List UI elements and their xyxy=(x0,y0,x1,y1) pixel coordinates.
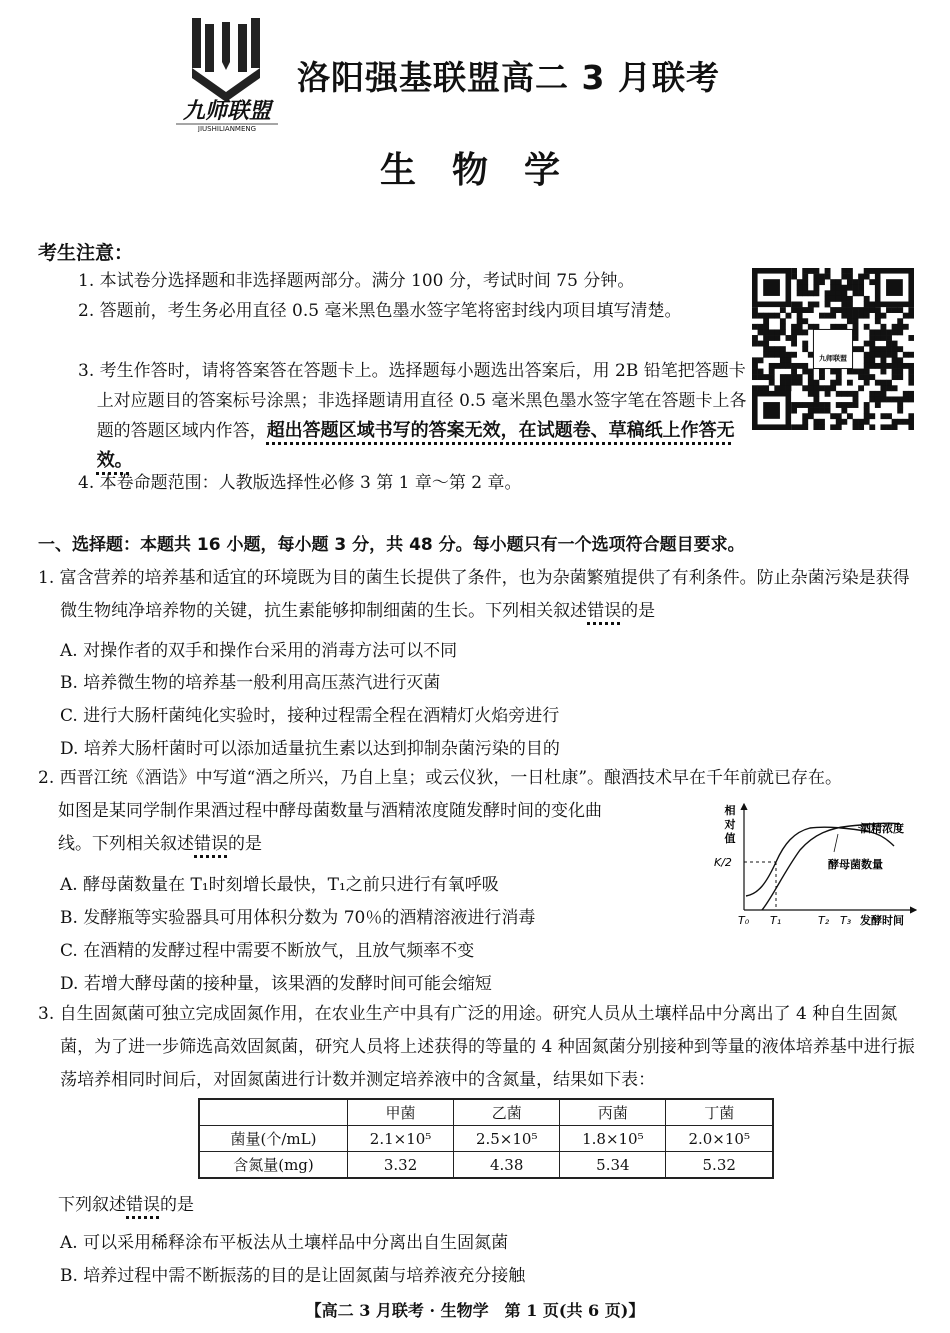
question-1-stem-text: 1. 富含营养的培养基和适宜的环境既为目的菌生长提供了条件，也为杂菌繁殖提供了有利条件。防止杂菌污染是获得微生物纯净培养物的关键，抗生素能够抑制细菌的生长。下列相关叙述 xyxy=(38,568,910,621)
chart-xlabel: 发酵时间 xyxy=(860,914,904,927)
table-header-cell xyxy=(199,1099,347,1126)
page-footer: 【高二 3 月联考 · 生物学 第 1 页(共 6 页)】 xyxy=(305,1301,645,1320)
table-row xyxy=(199,1152,773,1179)
table-cell: 2.0×10⁵ xyxy=(666,1126,773,1152)
chart-y-tick-k2: K/2 xyxy=(714,856,732,869)
table-header-cell: 丁菌 xyxy=(666,1099,773,1126)
exam-title: 洛阳强基联盟高二 3 月联考 xyxy=(297,58,720,97)
fermentation-chart xyxy=(710,798,920,930)
table-header-cell: 乙菌 xyxy=(454,1099,560,1126)
chart-ylabel-2: 对 xyxy=(724,818,736,831)
table-cell: 4.38 xyxy=(454,1152,560,1179)
table-cell: 2.5×10⁵ xyxy=(454,1126,560,1152)
notice-heading: 考生注意： xyxy=(38,242,134,264)
table-cell: 2.1×10⁵ xyxy=(347,1126,453,1152)
question-2-stem-end: 的是 xyxy=(228,834,262,854)
jiushi-logo xyxy=(170,14,284,132)
logo-text: 九师联盟 xyxy=(182,99,272,124)
question-1-stem-mark: 错误 xyxy=(587,601,622,621)
table-cell: 菌量(个/mL) xyxy=(199,1126,347,1152)
q2-option-d[interactable]: D. 若增大酵母菌的接种量，该果酒的发酵时间可能会缩短 xyxy=(60,974,492,994)
table-row xyxy=(199,1126,773,1152)
notice-item-1: 1. 本试卷分选择题和非选择题两部分。满分 100 分，考试时间 75 分钟。 xyxy=(78,271,635,291)
qr-code[interactable] xyxy=(752,268,914,430)
question-3-prompt xyxy=(58,1190,194,1215)
notice-item-3-emphasis: 超出答题区域书写的答案无效，在试题卷、草稿纸上作答无效。 xyxy=(96,420,735,471)
chart-ylabel-3: 值 xyxy=(724,832,736,845)
q2-option-b[interactable]: B. 发酵瓶等实验器具可用体积分数为 70％的酒精溶液进行消毒 xyxy=(60,908,536,928)
section-heading: 一、选择题：本题共 16 小题，每小题 3 分，共 48 分。每小题只有一个选项符合题目要求。 xyxy=(38,535,745,555)
notice-item-2: 2. 答题前，考生务必用直径 0.5 毫米黑色墨水签字笔将密封线内项目填写清楚。 xyxy=(78,301,682,321)
chart-x-tick-t2: T₂ xyxy=(818,914,830,927)
q1-option-d[interactable]: D. 培养大肠杆菌时可以添加适量抗生素以达到抑制杂菌污染的目的 xyxy=(60,739,560,759)
question-2-stem-mark: 错误 xyxy=(194,834,228,854)
q3-option-b[interactable]: B. 培养过程中需不断振荡的目的是让固氮菌与培养液充分接触 xyxy=(60,1266,526,1286)
subject-title: 生物学 xyxy=(380,150,597,191)
question-1-stem xyxy=(38,562,916,628)
table-cell: 5.34 xyxy=(560,1152,666,1179)
chart-x-tick-t0: T₀ xyxy=(738,914,750,927)
question-3-prompt-end: 的是 xyxy=(160,1195,194,1215)
table-header-row xyxy=(199,1099,773,1126)
table-header-cell: 甲菌 xyxy=(347,1099,453,1126)
notice-item-4: 4. 本卷命题范围：人教版选择性必修 3 第 1 章～第 2 章。 xyxy=(78,473,522,493)
question-3-stem: 3. 自生固氮菌可独立完成固氮作用，在农业生产中具有广泛的用途。研究人员从土壤样品中分离出了 4 种自生固氮菌，为了进一步筛选高效固氮菌，研究人员将上述获得的等量的 4 种固氮菌分别接种到等量的液体培养基中进行振荡培养相同时间后，对固氮菌进行计数并测定培养液中的含氮量，结果如下表： xyxy=(38,1004,915,1090)
question-3-prompt-mark: 错误 xyxy=(126,1195,160,1215)
logo-subtext: JIUSHILIANMENG xyxy=(197,125,257,132)
q1-option-c[interactable]: C. 进行大肠杆菌纯化实验时，接种过程需全程在酒精灯火焰旁进行 xyxy=(60,706,560,726)
chart-x-tick-t1: T₁ xyxy=(770,914,782,927)
question-2-line-1: 2. 西晋江统《酒诰》中写道“酒之所兴，乃自上皇；或云仪狄，一日杜康”。酿酒技术早在千年前就已存在。 xyxy=(38,768,843,788)
question-2-stem-text: 线。下列相关叙述 xyxy=(58,834,194,854)
table-cell: 3.32 xyxy=(347,1152,453,1179)
question-2-line-3 xyxy=(58,828,698,861)
question-1 xyxy=(38,562,916,628)
question-3-prompt-text: 下列叙述 xyxy=(58,1195,126,1215)
chart-x-tick-t3: T₃ xyxy=(840,914,852,927)
table-cell: 1.8×10⁵ xyxy=(560,1126,666,1152)
q3-option-a[interactable]: A. 可以采用稀释涂布平板法从土壤样品中分离出自生固氮菌 xyxy=(60,1233,509,1253)
question-2-line-2: 如图是某同学制作果酒过程中酵母菌数量与酒精浓度随发酵时间的变化曲 xyxy=(58,801,602,821)
q2-option-a[interactable]: A. 酵母菌数量在 T₁时刻增长最快，T₁之前只进行有氧呼吸 xyxy=(60,875,499,895)
q2-option-c[interactable]: C. 在酒精的发酵过程中需要不断放气，且放气频率不变 xyxy=(60,941,475,961)
question-1-stem-end: 的是 xyxy=(621,601,656,621)
q1-option-a[interactable]: A. 对操作者的双手和操作台采用的消毒方法可以不同 xyxy=(60,641,458,661)
chart-legend-alcohol: 酒精浓度 xyxy=(860,822,904,835)
q1-option-b[interactable]: B. 培养微生物的培养基一般利用高压蒸汽进行灭菌 xyxy=(60,673,441,693)
notice-item-3-text: 3. 考生作答时，请将答案答在答题卡上。选择题每小题选出答案后，用 2B 铅笔把答题卡上对应题目的答案标号涂黑；非选择题请用直径 0.5 毫米黑色墨水签字笔在答题卡上各题的答题区域内作答， xyxy=(78,361,747,441)
nitrogen-table xyxy=(198,1098,774,1179)
table-cell: 含氮量(mg) xyxy=(199,1152,347,1179)
table-cell: 5.32 xyxy=(666,1152,773,1179)
qr-center-label: 九师联盟 xyxy=(819,354,847,363)
notice-item-3 xyxy=(78,356,757,476)
table-header-cell: 丙菌 xyxy=(560,1099,666,1126)
chart-legend-yeast: 酵母菌数量 xyxy=(828,858,883,871)
chart-ylabel-1: 相 xyxy=(724,804,736,817)
question-3 xyxy=(38,998,916,1097)
